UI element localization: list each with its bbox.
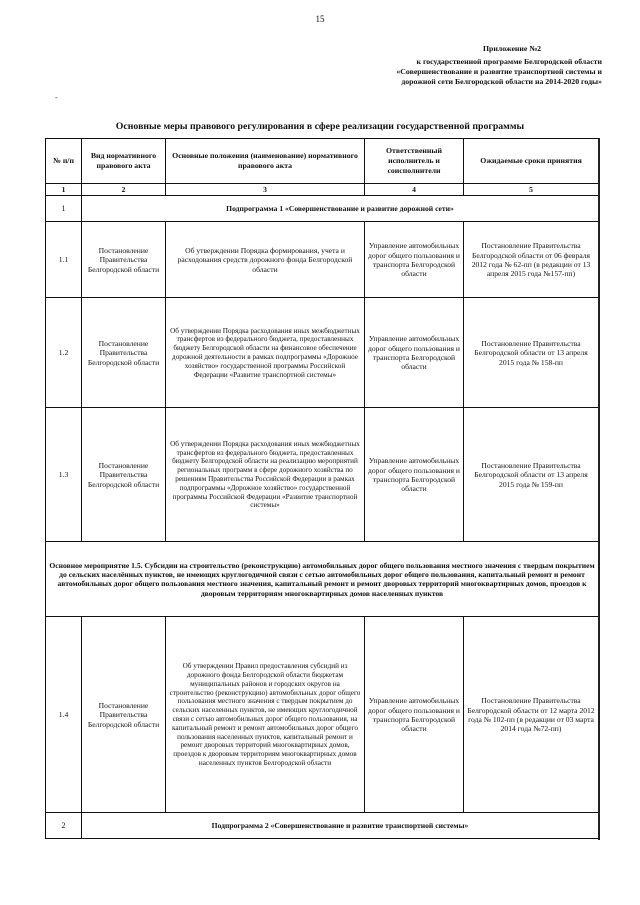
appendix-line-1: к государственной программе Белгородской области	[416, 57, 602, 67]
main-event-1-5-row	[46, 542, 599, 617]
header-executor: Ответственный исполнитель и соисполнители	[365, 139, 464, 184]
appendix-line-2: «Совершенствование и развитие транспортной системы и	[396, 67, 602, 77]
scan-edge-line	[598, 138, 600, 840]
row-provisions: Об утверждении Порядка расходования иных межбюджетных трансфертов из федерального бюджета, предоставленных бюджету Белгородской области на финансовое обеспечение дорожной деятельности в рамках подпрограммы «Дорожное хозяйство» государственной программы Российской Федерации «Развитие транспортной системы»	[166, 298, 365, 408]
col-number: 4	[365, 184, 464, 196]
row-executor: Управление автомобильных дорог общего пользования и транспорта Белгородской области	[365, 617, 464, 813]
row-executor: Управление автомобильных дорог общего пользования и транспорта Белгородской области	[365, 298, 464, 408]
appendix-title: Приложение №2	[482, 44, 542, 53]
col-number: 2	[82, 184, 166, 196]
page-number: 15	[315, 14, 325, 24]
row-terms: Постановление Правительства Белгородской области от 12 марта 2012 года № 102-пп (в редакции от 03 марта 2014 года №72-пп)	[464, 617, 599, 813]
table-row	[46, 222, 599, 298]
margin-mark: -	[55, 93, 58, 102]
col-number: 5	[464, 184, 599, 196]
row-kind: Постановление Правительства Белгородской области	[82, 617, 166, 813]
row-terms: Постановление Правительства Белгородской области от 13 апреля 2015 года № 159-пп	[464, 408, 599, 542]
header-provisions: Основные положения (наименование) нормативного правового акта	[166, 139, 365, 184]
col-number: 3	[166, 184, 365, 196]
row-terms: Постановление Правительства Белгородской области от 13 апреля 2015 года № 158-пп	[464, 298, 599, 408]
header-terms: Ожидаемые сроки принятия	[464, 139, 599, 184]
appendix-block	[362, 44, 602, 88]
subprogram-1-title: Подпрограмма 1 «Совершенствование и развитие дорожной сети»	[82, 196, 599, 222]
column-number-row	[46, 184, 599, 196]
row-num: 1.1	[46, 222, 82, 298]
header-kind: Вид нормативного правового акта	[82, 139, 166, 184]
subprogram-2-title: Подпрограмма 2 «Совершенствование и развитие транспортной системы»	[82, 813, 599, 839]
row-num: 1.4	[46, 617, 82, 813]
col-number: 1	[46, 184, 82, 196]
row-provisions: Об утверждении Порядка расходования иных межбюджетных трансфертов из федерального бюджета, предоставленных бюджету Белгородской области на реализацию мероприятий региональных программ в сфере дорожного хозяйства по решениям Правительства Российской Федерации в рамках подпрограммы «Дорожное хозяйство» государственной программы Российской Федерации «Развитие транспортной системы»	[166, 408, 365, 542]
document-title: Основные меры правового регулирования в сфере реализации государственной программы	[115, 121, 525, 132]
regulation-table	[45, 138, 599, 839]
row-kind: Постановление Правительства Белгородской области	[82, 298, 166, 408]
row-kind: Постановление Правительства Белгородской области	[82, 408, 166, 542]
row-num: 1.3	[46, 408, 82, 542]
appendix-line-3: дорожной сети Белгородской области на 2014-2020 годы»	[401, 77, 602, 87]
header-num: № п/п	[46, 139, 82, 184]
row-kind: Постановление Правительства Белгородской области	[82, 222, 166, 298]
subprogram-2-row	[46, 813, 599, 839]
table-header-row	[46, 139, 599, 184]
row-num: 1.2	[46, 298, 82, 408]
table-row	[46, 298, 599, 408]
row-terms: Постановление Правительства Белгородской области от 06 февраля 2012 года № 62-пп (в редакции от 13 апреля 2015 года №157-пп)	[464, 222, 599, 298]
main-event-1-5: Основное мероприятие 1.5. Субсидии на строительство (реконструкцию) автомобильных дорог общего пользования местного значения с твердым покрытием до сельских населённых пунктов, не имеющих круглогодичной связи с сетью автомобильных дорог общего пользования, капитальный ремонт и ремонт автомобильных дорог общего пользования местного значения, капитальный ремонт и ремонт дворовых территорий многоквартирных домов, проездов к дворовым территориям многоквартирных домов населенных пунктов	[46, 542, 599, 617]
table-row	[46, 617, 599, 813]
subprogram-1-num: 1	[46, 196, 82, 222]
row-provisions: Об утверждении Порядка формирования, учета и расходования средств дорожного фонда Белгородской области	[166, 222, 365, 298]
table-row	[46, 408, 599, 542]
row-provisions: Об утверждении Правил предоставления субсидий из дорожного фонда Белгородской области бюджетам муниципальных районов и городских округов на строительство (реконструкцию) автомобильных дорог общего пользования местного значения с твердым покрытием до сельских населенных пунктов, не имеющих круглогодичной связи с сетью автомобильных дорог общего пользования, на капитальный ремонт и ремонт автомобильных дорог общего пользования населенных пунктов, капитальный ремонт и ремонт дворовых территорий многоквартирных домов, проездов к дворовым территориям многоквартирных домов населенных пунктов Белгородской области	[166, 617, 365, 813]
row-executor: Управление автомобильных дорог общего пользования и транспорта Белгородской области	[365, 408, 464, 542]
subprogram-2-num: 2	[46, 813, 82, 839]
row-executor: Управление автомобильных дорог общего пользования и транспорта Белгородской области	[365, 222, 464, 298]
subprogram-1-row	[46, 196, 599, 222]
